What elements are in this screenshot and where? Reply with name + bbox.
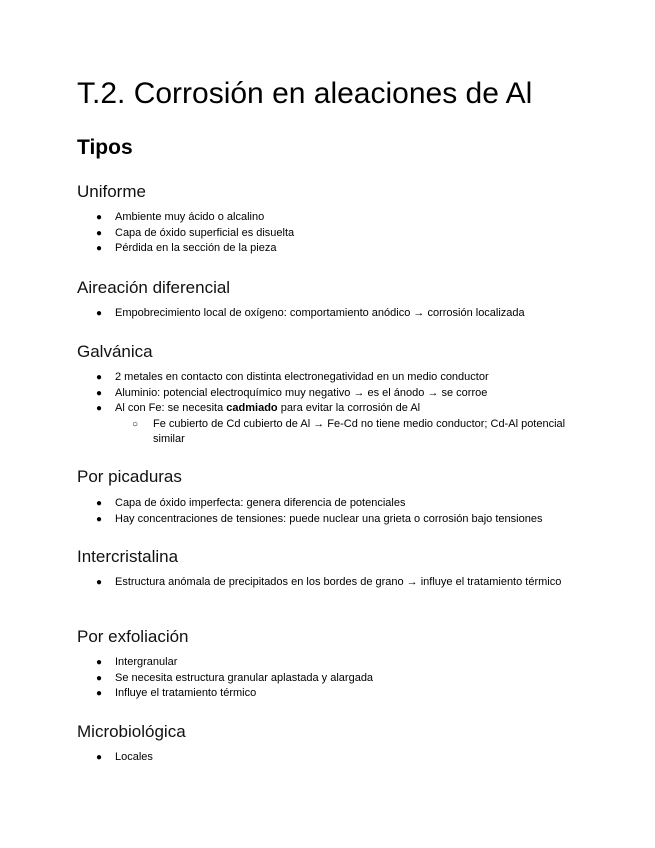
list-item: ● Intergranular xyxy=(77,655,597,671)
subsection-title-exfoliacion: Por exfoliación xyxy=(77,627,189,646)
bullet-icon: ● xyxy=(96,212,103,223)
list-item: ● Hay concentraciones de tensiones: puede nuclear una grieta o corrosión bajo tensiones xyxy=(77,512,597,528)
bullet-icon: ● xyxy=(96,308,103,319)
bullet-icon: ● xyxy=(96,688,103,699)
list-item: ● Aluminio: potencial electroquímico muy negativo → es el ánodo → se corroe xyxy=(77,386,597,402)
sub-bullet-icon: ○ xyxy=(132,418,139,430)
bullet-icon: ● xyxy=(96,577,103,588)
subsection-title-intercristalina: Intercristalina xyxy=(77,547,179,566)
section-heading-tipos: Tipos xyxy=(77,136,133,159)
list-item: ● 2 metales en contacto con distinta electronegatividad en un medio conductor xyxy=(77,370,597,386)
list-item: ● Locales xyxy=(77,750,597,766)
list-item: ● Capa de óxido imperfecta: genera diferencia de potenciales xyxy=(77,496,597,512)
sub-list-item: ○ Fe cubierto de Cd cubierto de Al → Fe-Cd no tiene medio conductor; Cd-Al potencial similar xyxy=(132,417,566,445)
list-microbiologica xyxy=(77,750,597,766)
list-item: ● Se necesita estructura granular aplastada y alargada xyxy=(77,671,597,687)
bullet-icon: ● xyxy=(96,498,103,509)
bullet-icon: ● xyxy=(96,227,103,239)
bold-term: cadmiado xyxy=(226,402,278,414)
list-item: ● Capa de óxido superficial es disuelta xyxy=(77,226,597,242)
bullet-icon: ● xyxy=(96,387,103,399)
list-item: ● Al con Fe: se necesita cadmiado para evitar la corrosión de Al xyxy=(77,401,597,417)
document-title: T.2. Corrosión en aleaciones de Al xyxy=(77,77,533,110)
list-intercristalina xyxy=(77,575,597,591)
list-exfoliacion xyxy=(77,655,597,702)
bullet-icon: ● xyxy=(96,672,103,684)
list-item: ● Influye el tratamiento térmico xyxy=(77,686,597,702)
list-item: ● Empobrecimiento local de oxígeno: comportamiento anódico → corrosión localizada xyxy=(77,306,597,322)
list-item: ● Estructura anómala de precipitados en los bordes de grano → influye el tratamiento térmico xyxy=(77,575,597,591)
list-aireacion xyxy=(77,306,597,322)
subsection-title-aireacion: Aireación diferencial xyxy=(77,278,231,297)
subsection-title-uniforme: Uniforme xyxy=(77,182,146,201)
list-galvanica xyxy=(77,370,597,448)
list-item: ● Pérdida en la sección de la pieza xyxy=(77,241,597,257)
subsection-title-microbiologica: Microbiológica xyxy=(77,722,186,741)
list-item: ● Ambiente muy ácido o alcalino xyxy=(77,210,597,226)
bullet-icon: ● xyxy=(96,752,103,763)
bullet-icon: ● xyxy=(96,657,103,668)
bullet-icon: ● xyxy=(96,403,103,414)
bullet-icon: ● xyxy=(96,513,103,525)
subsection-title-picaduras: Por picaduras xyxy=(77,467,182,486)
list-uniforme xyxy=(77,210,597,257)
bullet-icon: ● xyxy=(96,372,103,383)
bullet-icon: ● xyxy=(96,243,103,254)
subsection-title-galvanica: Galvánica xyxy=(77,342,153,361)
list-picaduras xyxy=(77,496,597,527)
